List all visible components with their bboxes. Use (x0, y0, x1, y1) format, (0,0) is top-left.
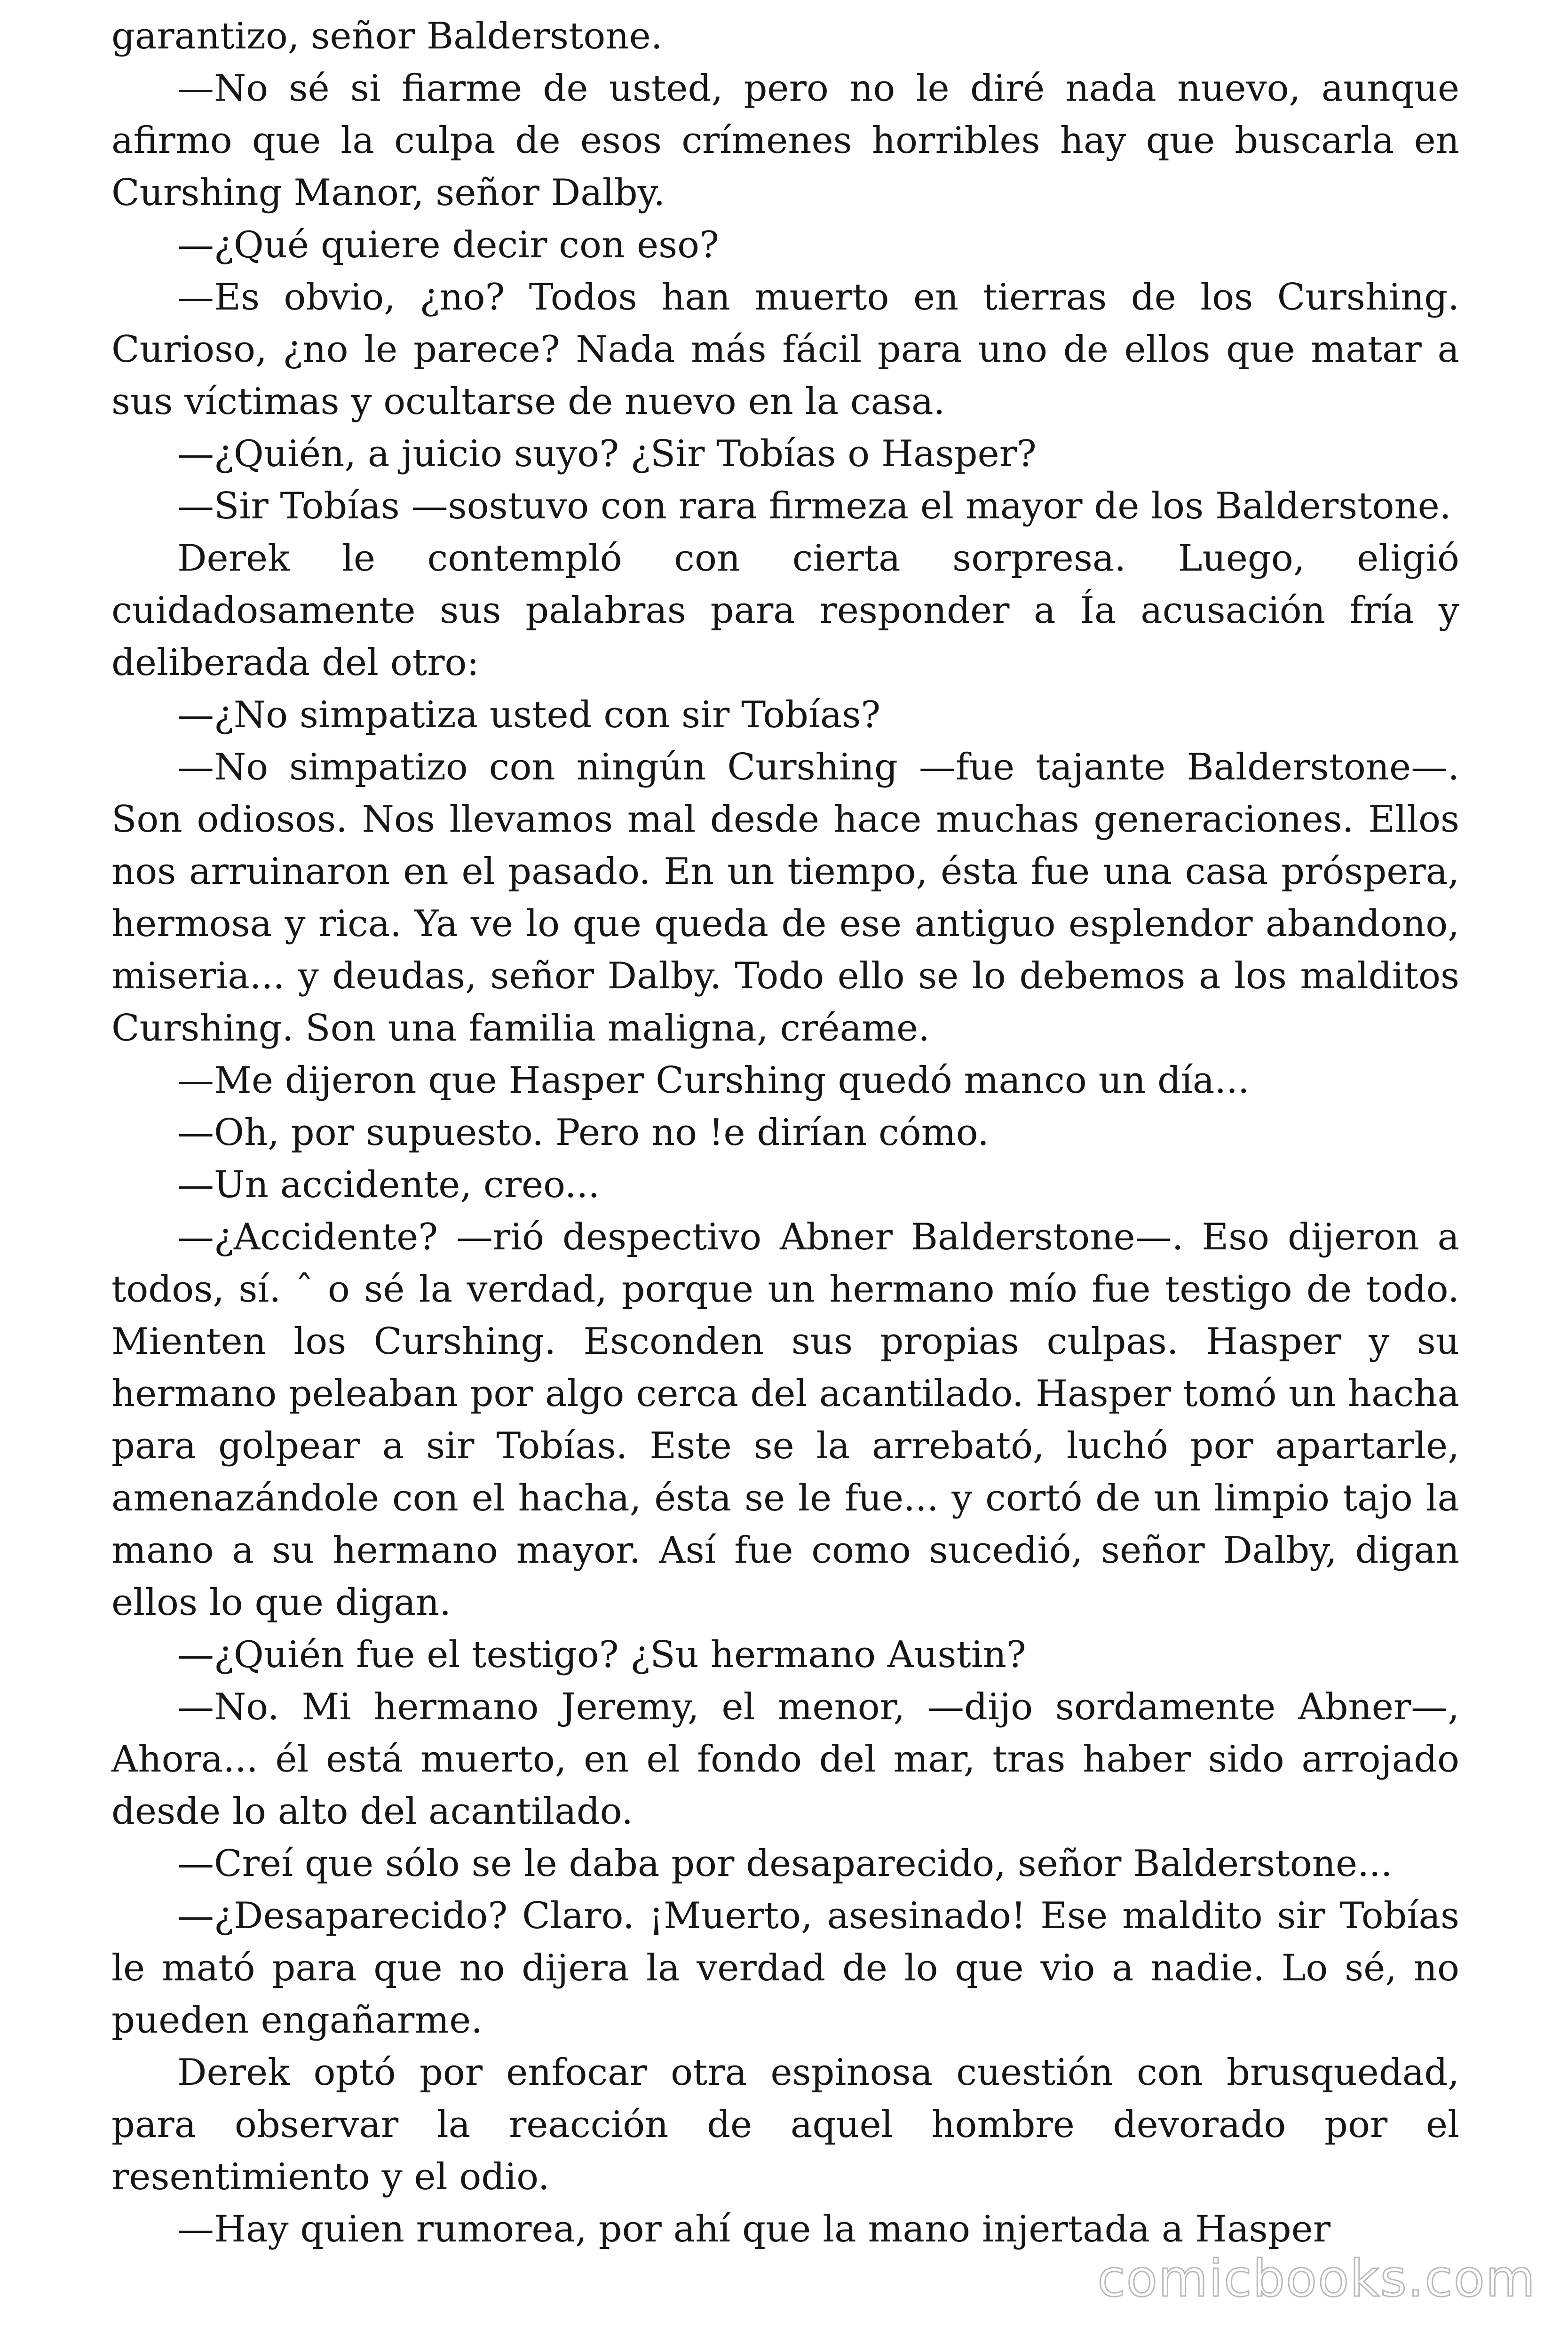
paragraph: —Hay quien rumorea, por ahí que la mano injertada a Hasper (177, 2208, 1331, 2250)
paragraph: —¿No simpatiza usted con sir Tobías? (177, 694, 881, 736)
paragraph: —¿Quién, a juicio suyo? ¿Sir Tobías o Hasper? (177, 433, 1037, 475)
paragraph: —Creí que sólo se le daba por desaparecido, señor Balderstone... (177, 1843, 1393, 1885)
paragraph: —No simpatizo con ningún Curshing —fue tajante Balderstone—. Son odiosos. Nos llevamos mal desde hace muchas generaciones. Ellos nos arruinaron en el pasado. En un tiempo, ésta fue una casa próspera, hermosa y rica. Ya ve lo que queda de ese antiguo esplendor abandono, miseria... y deudas, señor Dalby. Todo ello se lo debemos a los malditos Curshing. Son una familia maligna, créame. (111, 746, 1459, 1049)
paragraph: —Sir Tobías —sostuvo con rara firmeza el mayor de los Balderstone. (177, 485, 1451, 527)
paragraph: —Un accidente, creo... (177, 1164, 600, 1206)
paragraph: garantizo, señor Balderstone. (111, 15, 663, 57)
paragraph: —¿Desaparecido? Claro. ¡Muerto, asesinado! Ese maldito sir Tobías le mató para que no dijera la verdad de lo que vio a nadie. Lo sé, no pueden engañarme. (111, 1895, 1459, 2042)
paragraph: Derek optó por enfocar otra espinosa cuestión con brusquedad, para observar la reacción de aquel hombre devorado por el resentimiento y el odio. (111, 2051, 1459, 2198)
watermark: comicbooks.com (1097, 2249, 1536, 2308)
paragraph: —Oh, por supuesto. Pero no !e dirían cómo. (177, 1112, 989, 1154)
paragraph: Derek le contempló con cierta sorpresa. Luego, eligió cuidadosamente sus palabras para responder a Ía acusación fría y deliberada del otro: (111, 537, 1459, 684)
paragraph: —¿Accidente? —rió despectivo Abner Balderstone—. Eso dijeron a todos, sí. ˆ o sé la verdad, porque un hermano mío fue testigo de todo. Mienten los Curshing. Esconden sus propias culpas. Hasper y su hermano peleaban por algo cerca del acantilado. Hasper tomó un hacha para golpear a sir Tobías. Este se la arrebató, luchó por apartarle, amenazándole con el hacha, ésta se le fue... y cortó de un limpio tajo la mano a su hermano mayor. Así fue como sucedió, señor Dalby, digan ellos lo que digan. (111, 1216, 1459, 1624)
paragraph: —Es obvio, ¿no? Todos han muerto en tierras de los Curshing. Curioso, ¿no le parece? Nada más fácil para uno de ellos que matar a sus víctimas y ocultarse de nuevo en la casa. (111, 276, 1459, 423)
page-text (111, 10, 1459, 2256)
paragraph: —¿Qué quiere decir con eso? (177, 224, 719, 266)
paragraph: —No sé si fiarme de usted, pero no le diré nada nuevo, aunque afirmo que la culpa de esos crímenes horribles hay que buscarla en Curshing Manor, señor Dalby. (111, 67, 1459, 214)
paragraph: —No. Mi hermano Jeremy, el menor, —dijo sordamente Abner—, Ahora... él está muerto, en el fondo del mar, tras haber sido arrojado desde lo alto del acantilado. (111, 1686, 1459, 1833)
paragraph: —Me dijeron que Hasper Curshing quedó manco un día... (177, 1059, 1250, 1102)
paragraph: —¿Quién fue el testigo? ¿Su hermano Austin? (177, 1634, 1026, 1676)
